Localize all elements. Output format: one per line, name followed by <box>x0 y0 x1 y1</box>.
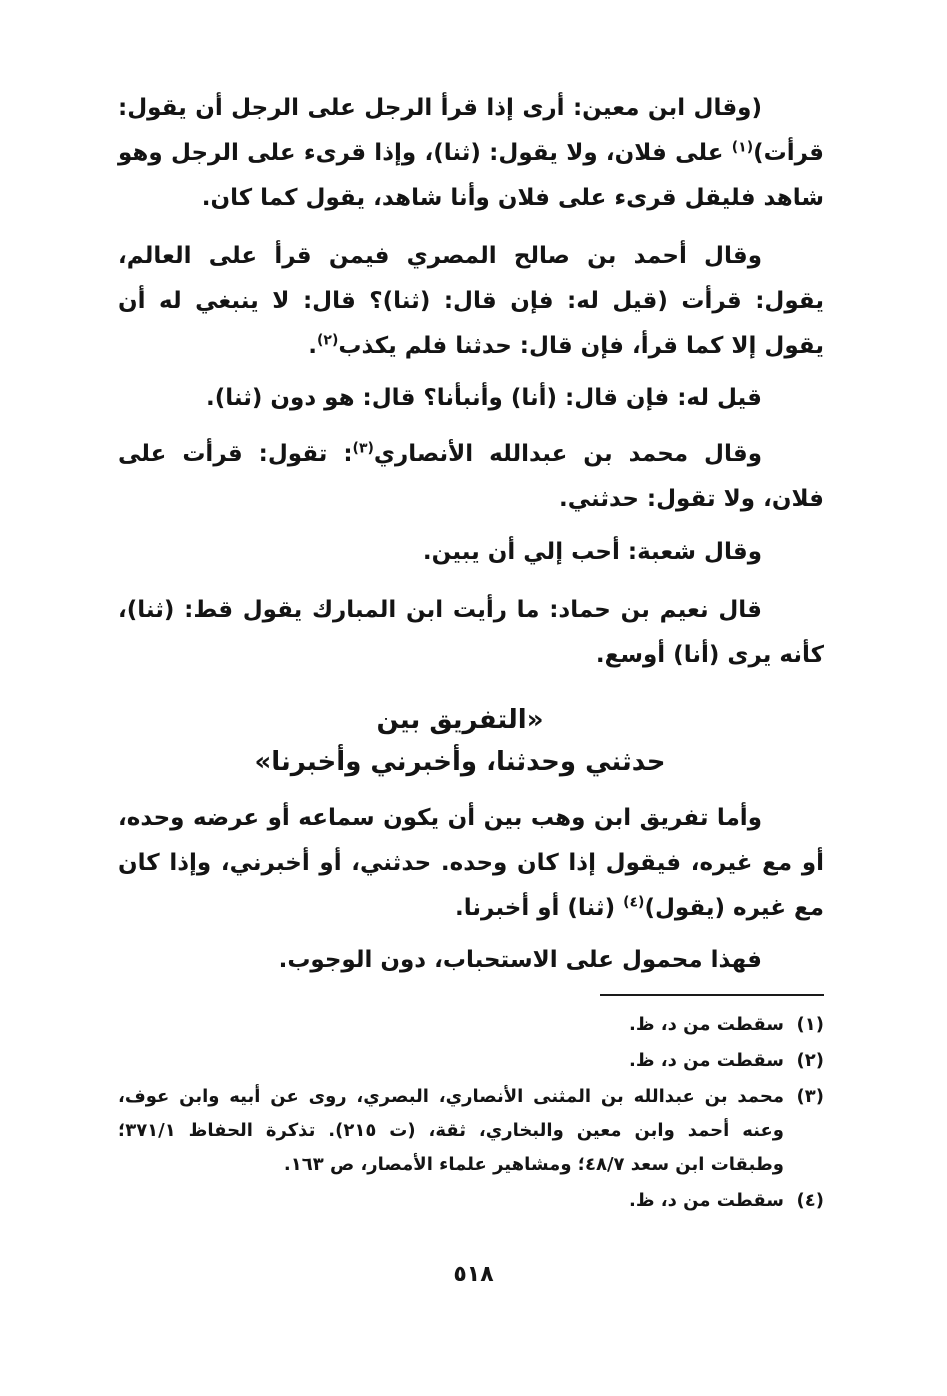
section-heading-line-2: حدثني وحدثنا، وأخبرني وأخبرنا» <box>254 747 666 777</box>
paragraph-text: قيل له: فإن قال: (أنا) وأنبأنا؟ قال: هو دون (ثنا). <box>205 385 762 411</box>
footnote-ref[interactable]: (١) <box>731 139 754 156</box>
paragraph-text: وقال محمد بن عبدالله الأنصاري <box>373 441 763 467</box>
paragraph-text: (وقال ابن معين: أرى إذا قرأ الرجل على الرجل أن يقول: قرأت) <box>118 95 824 166</box>
footnote-ref[interactable]: (٤) <box>623 894 645 911</box>
paragraph-text: . <box>308 333 317 359</box>
paragraph-nuaym <box>118 588 824 678</box>
footnote-number: (٤) <box>796 1190 824 1211</box>
paragraph-shuba <box>118 530 824 575</box>
paragraph-conclusion <box>118 938 824 983</box>
footnote-item <box>118 1080 824 1182</box>
paragraph-text: وأما تفريق ابن وهب بين أن يكون سماعه أو عرضه وحده، أو مع غيره، فيقول إذا كان وحده. حدثني، أو أخبرني، وإذا كان مع غيره (يقول) <box>118 805 824 921</box>
paragraph-text: (ثنا) أو أخبرنا. <box>455 895 624 921</box>
footnote-item <box>118 1008 824 1042</box>
footnote-number: (١) <box>796 1014 824 1035</box>
footnote-number: (٣) <box>796 1086 824 1107</box>
footnote-divider <box>600 994 824 996</box>
paragraph-text: : تقول: قرأت على فلان، ولا تقول: حدثني. <box>118 441 824 512</box>
paragraph-text: على فلان، ولا يقول: (ثنا)، وإذا قرىء على الرجل وهو شاهد فليقل قرىء على فلان وأنا شاهد، يقول كما كان. <box>118 140 824 211</box>
footnote-text: سقطت من د، ظ. <box>629 1190 784 1211</box>
footnote-number: (٢) <box>796 1050 824 1071</box>
footnote-item <box>118 1184 824 1218</box>
paragraph-ahmad-ibn-salih <box>118 234 824 369</box>
paragraph-text: وقال أحمد بن صالح المصري فيمن قرأ على العالم، يقول: قرأت (قيل له: فإن قال: (ثنا)؟ قال: لا ينبغي له أن يقول إلا كما قرأ، فإن قال: حدثنا فلم يكذب <box>118 243 824 359</box>
paragraph-ibn-maeen <box>118 86 824 221</box>
paragraph-ibn-wahb <box>118 796 824 931</box>
paragraph-qila-lahu <box>118 376 824 421</box>
footnote-ref[interactable]: (٢) <box>316 332 339 349</box>
paragraph-al-ansari <box>118 432 824 522</box>
footnote-text: محمد بن عبدالله بن المثنى الأنصاري، البصري، روى عن أبيه وابن عوف، وعنه أحمد وابن معين والبخاري، ثقة، (ت ٢١٥). تذكرة الحفاظ ٣٧١/١؛ وطبقات ابن سعد ٤٨/٧؛ ومشاهير علماء الأمصار، ص ١٦٣. <box>118 1086 784 1175</box>
footnote-text: سقطت من د، ظ. <box>629 1014 784 1035</box>
paragraph-text: وقال شعبة: أحب إلي أن يبين. <box>422 539 762 565</box>
footnote-ref[interactable]: (٣) <box>352 440 374 457</box>
paragraph-text: فهذا محمول على الاستحباب، دون الوجوب. <box>278 947 762 973</box>
footnote-text: سقطت من د، ظ. <box>629 1050 784 1071</box>
section-heading-line-1: «التفريق بين <box>376 705 544 735</box>
footnote-item <box>118 1044 824 1078</box>
footnotes <box>118 1008 824 1220</box>
paragraph-text: قال نعيم بن حماد: ما رأيت ابن المبارك يقول قط: (ثنا)، كأنه يرى (أنا) أوسع. <box>118 597 824 668</box>
page-number: ٥١٨ <box>453 1262 494 1287</box>
